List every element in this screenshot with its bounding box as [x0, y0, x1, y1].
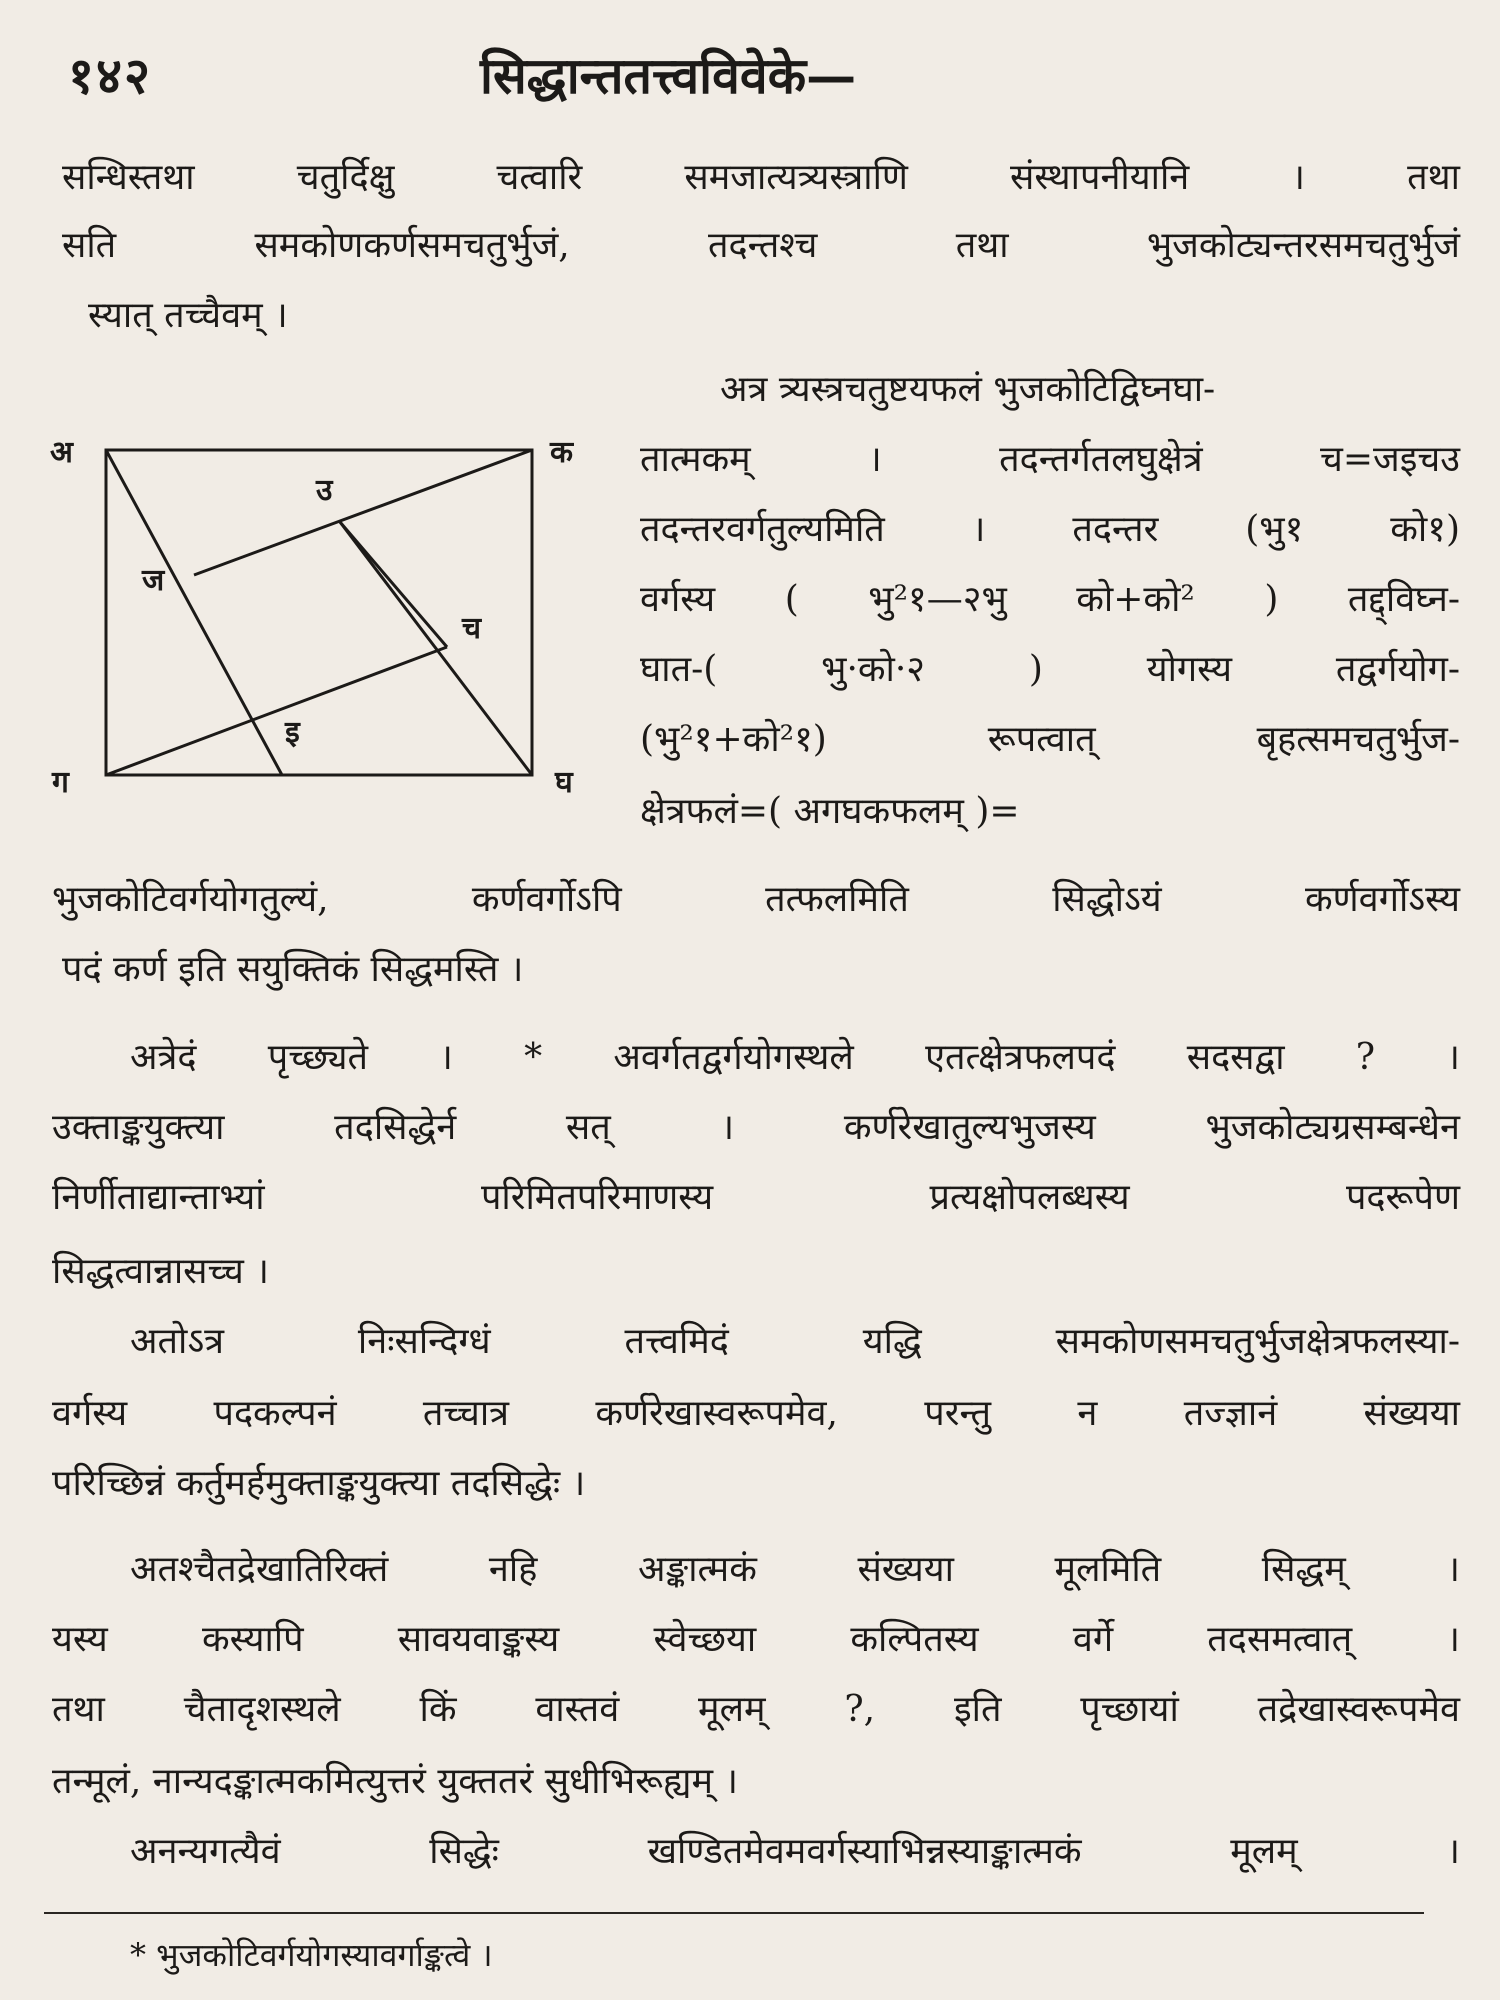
text-line: परिच्छिन्नं कर्तुमर्हमुक्ताङ्कयुक्त्या तदसिद्धेः ।	[52, 1463, 586, 1504]
text-line: तात्मकम् । तदन्तर्गतलघुक्षेत्रं च=जइचउ	[640, 439, 1460, 480]
text-line: (भु²१+को²१) रूपत्वात् बृहत्समचतुर्भुज-	[640, 719, 1460, 760]
text-line: वर्गस्य ( भु²१—२भु को+को² ) तद्द्विघ्न-	[640, 579, 1460, 620]
line-gh-to-u	[340, 522, 532, 775]
line-g-to-ch	[106, 647, 447, 775]
label-top-left: अ	[50, 440, 73, 470]
text-line: भुजकोटिवर्गयोगतुल्यं, कर्णवर्गोऽपि तत्फलमिति सिद्धोऽयं कर्णवर्गोऽस्य	[52, 879, 1460, 920]
text-line: सन्धिस्तथा चतुर्दिक्षु चत्वारि समजात्यत्र्यस्त्राणि संस्थापनीयानि । तथा	[62, 157, 1460, 198]
label-bottom-left: ग	[52, 765, 69, 800]
line-k-to-j	[194, 450, 532, 575]
text-line: अनन्यगत्यैवं सिद्धेः खण्डितमेवमवर्गस्याभिन्नस्याङ्कात्मकं मूलम् ।	[130, 1831, 1460, 1872]
text-line: अत्र त्र्यस्त्रचतुष्टयफलं भुजकोटिद्विघ्नघा-	[720, 369, 1216, 410]
geometry-figure	[50, 440, 590, 800]
text-line: घात-( भु·को·२ ) योगस्य तद्वर्गयोग-	[640, 649, 1460, 690]
text-line: अतोऽत्र निःसन्दिग्धं तत्त्वमिदं यद्धि समकोणसमचतुर्भुजक्षेत्रफलस्या-	[130, 1321, 1460, 1362]
label-top-right: क	[550, 440, 574, 470]
geometry-diagram	[50, 440, 590, 800]
text-line: उक्ताङ्कयुक्त्या तदसिद्धेर्न सत् । कर्णरेखातुल्यभुजस्य भुजकोट्यग्रसम्बन्धेन	[52, 1107, 1460, 1148]
label-inner-top: उ	[316, 473, 333, 508]
text-line: सति समकोणकर्णसमचतुर्भुजं, तदन्तश्च तथा भुजकोट्यन्तरसमचतुर्भुजं	[62, 225, 1460, 266]
text-line: तन्मूलं, नान्यदङ्कात्मकमित्युत्तरं युक्ततरं सुधीभिरूह्यम् ।	[52, 1761, 739, 1802]
running-head: सिद्धान्ततत्त्वविवेके—	[480, 46, 857, 105]
text-line: तदन्तरवर्गतुल्यमिति । तदन्तर (भु१ को१)	[640, 509, 1460, 550]
text-line: वर्गस्य पदकल्पनं तच्चात्र कर्णरेखास्वरूपमेव, परन्तु न तज्ज्ञानं संख्यया	[52, 1393, 1460, 1434]
page-number: १४२	[68, 46, 152, 105]
label-bottom-right: घ	[555, 765, 573, 800]
text-line: क्षेत्रफलं=( अगघकफलम् )=	[640, 791, 1020, 832]
text-line: अत्रेदं पृच्छ्यते । * अवर्गतद्वर्गयोगस्थले एतत्क्षेत्रफलपदं सदसद्वा ? ।	[130, 1037, 1460, 1078]
text-line: स्यात् तच्चैवम् ।	[88, 295, 288, 336]
footnote-rule	[44, 1912, 1424, 1914]
footnote: * भुजकोटिवर्गयोगस्यावर्गाङ्कत्वे ।	[130, 1936, 493, 1974]
text-line: पदं कर्ण इति सयुक्तिकं सिद्धमस्ति ।	[62, 949, 524, 990]
label-inner-left: ज	[142, 563, 165, 598]
text-line: तथा चैतादृशस्थले किं वास्तवं मूलम् ?, इति पृच्छायां तद्रेखास्वरूपमेव	[52, 1689, 1460, 1730]
label-inner-bottom: इ	[285, 715, 300, 750]
text-line: अतश्चैतद्रेखातिरिक्तं नहि अङ्कात्मकं संख्यया मूलमिति सिद्धम् ।	[130, 1549, 1460, 1590]
label-inner-right: च	[462, 611, 482, 646]
text-line: यस्य कस्यापि सावयवाङ्कस्य स्वेच्छया कल्पितस्य वर्गे तदसमत्वात् ।	[52, 1619, 1460, 1660]
text-line: निर्णीताद्यान्ताभ्यां परिमितपरिमाणस्य प्रत्यक्षोपलब्धस्य पदरूपेण	[52, 1177, 1460, 1218]
text-line: सिद्धत्वान्नासच्च ।	[52, 1251, 270, 1292]
line-a-to-g-side	[106, 450, 282, 775]
